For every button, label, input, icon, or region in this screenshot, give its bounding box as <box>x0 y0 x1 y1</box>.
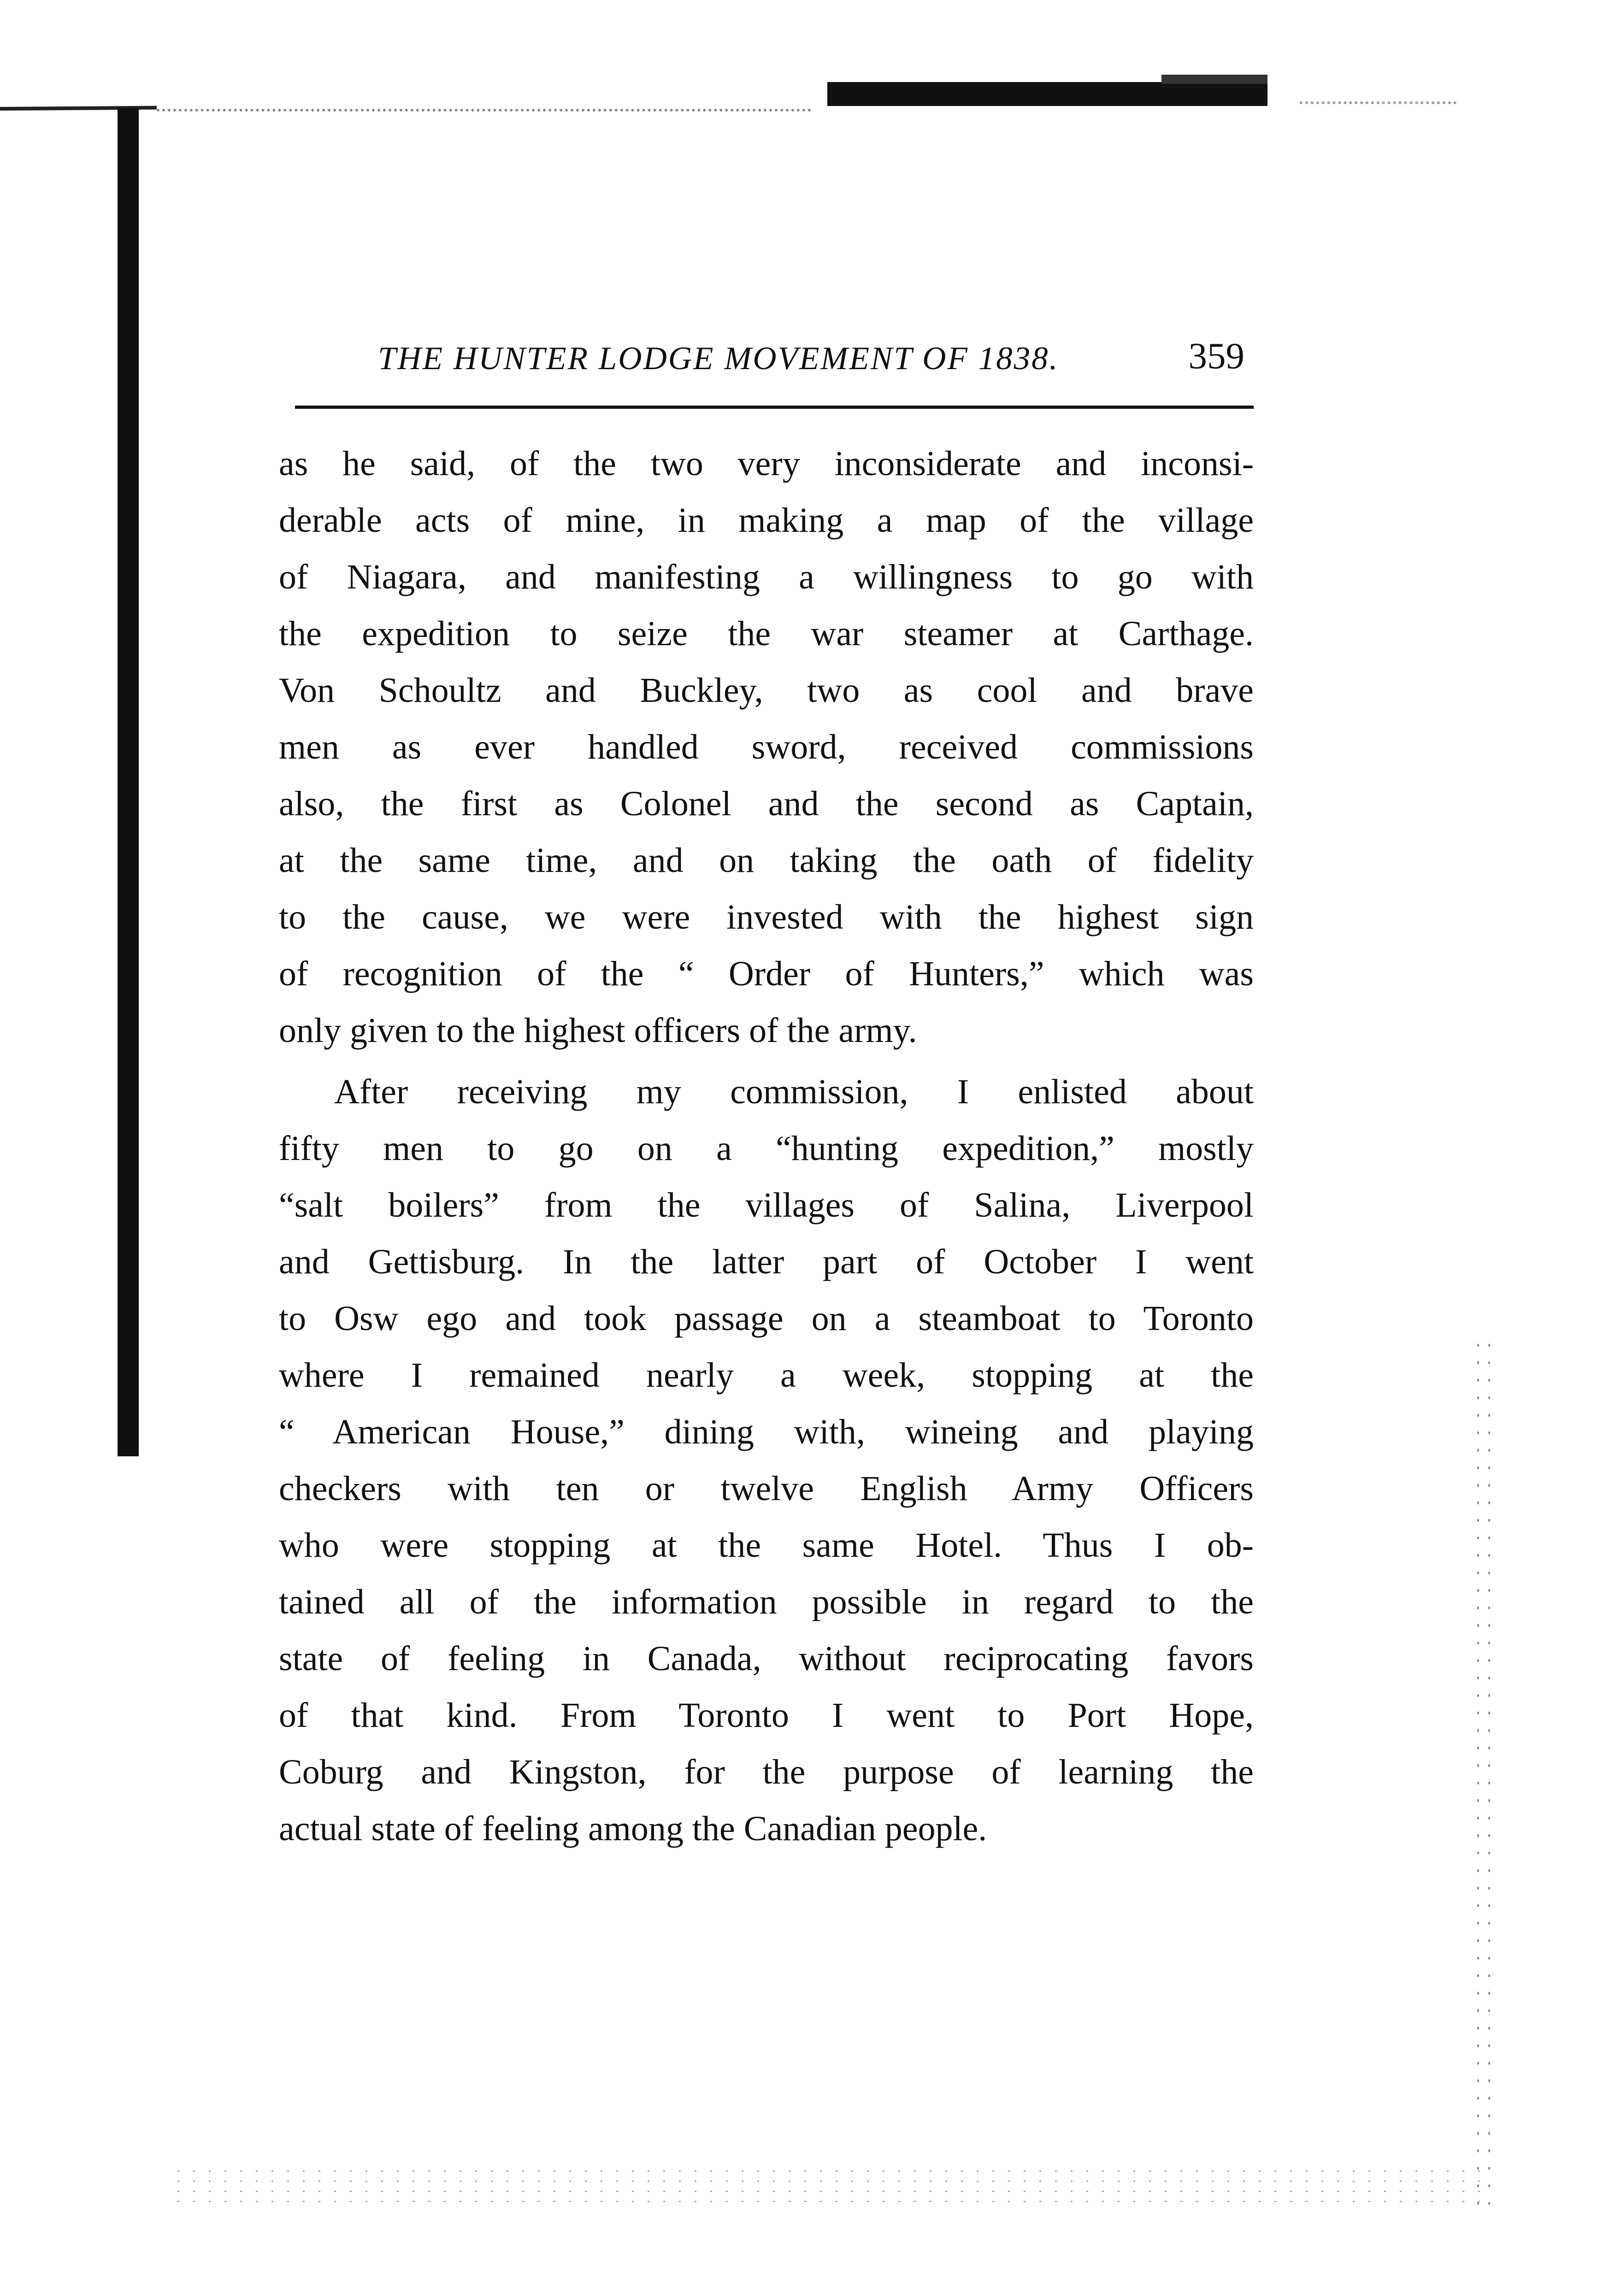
text-line: actual state of feeling among the Canadian people. <box>279 1809 987 1848</box>
text-line: checkers with ten or twelve English Army Officers <box>279 1469 1254 1508</box>
text-line: to Osw ego and took passage on a steamboat to Toronto <box>279 1299 1254 1338</box>
text-line: Von Schoultz and Buckley, two as cool and brave <box>279 671 1254 710</box>
text-line: at the same time, and on taking the oath of fidelity <box>279 841 1254 880</box>
text-line: the expedition to seize the war steamer at Carthage. <box>279 614 1254 653</box>
text-line: of that kind. From Toronto I went to Port Hope, <box>279 1696 1254 1735</box>
text-line: men as ever handled sword, received commissions <box>279 728 1254 766</box>
scan-edge-dots-right <box>1300 101 1456 104</box>
header-rule <box>295 406 1254 409</box>
text-line: fifty men to go on a “hunting expedition,” mostly <box>279 1129 1254 1168</box>
text-line: and Gettisburg. In the latter part of October I went <box>279 1242 1254 1281</box>
text-line: of Niagara, and manifesting a willingness to go with <box>279 558 1254 596</box>
text-line: “salt boilers” from the villages of Salina, Liverpool <box>279 1186 1254 1225</box>
text-line: Coburg and Kingston, for the purpose of learning the <box>279 1753 1254 1791</box>
text-line: as he said, of the two very inconsiderate and inconsi- <box>279 444 1254 483</box>
text-line: “ American House,” dining with, wineing and playing <box>279 1413 1254 1451</box>
scan-top-black-mark <box>827 82 1267 106</box>
running-head <box>378 331 1244 386</box>
text-line: After receiving my commission, I enlisted about <box>334 1072 1254 1111</box>
scan-top-black-mark-step <box>1161 75 1267 84</box>
text-line: of recognition of the “ Order of Hunters,” which was <box>279 954 1254 993</box>
scan-speckle-right <box>1473 1336 1491 2212</box>
scan-binding-shadow <box>118 108 139 1456</box>
text-line: who were stopping at the same Hotel. Thus I ob- <box>279 1526 1254 1565</box>
text-line: also, the first as Colonel and the second as Captain, <box>279 784 1254 823</box>
text-line: where I remained nearly a week, stopping at the <box>279 1356 1254 1395</box>
text-line: state of feeling in Canada, without reciprocating favors <box>279 1639 1254 1678</box>
scan-speckle-bottom <box>171 2166 1489 2203</box>
text-line: only given to the highest officers of the army. <box>279 1011 917 1050</box>
scan-edge-dots <box>157 109 811 112</box>
paragraph-2 <box>279 1064 1254 1857</box>
text-line: derable acts of mine, in making a map of the village <box>279 501 1254 540</box>
text-line: tained all of the information possible in regard to the <box>279 1583 1254 1621</box>
running-head-title: THE HUNTER LODGE MOVEMENT OF 1838. <box>378 341 1059 377</box>
page-number: 359 <box>1188 335 1244 377</box>
paragraph-1 <box>279 436 1254 1059</box>
body-text <box>279 436 1254 1857</box>
text-line: to the cause, we were invested with the highest sign <box>279 898 1254 936</box>
